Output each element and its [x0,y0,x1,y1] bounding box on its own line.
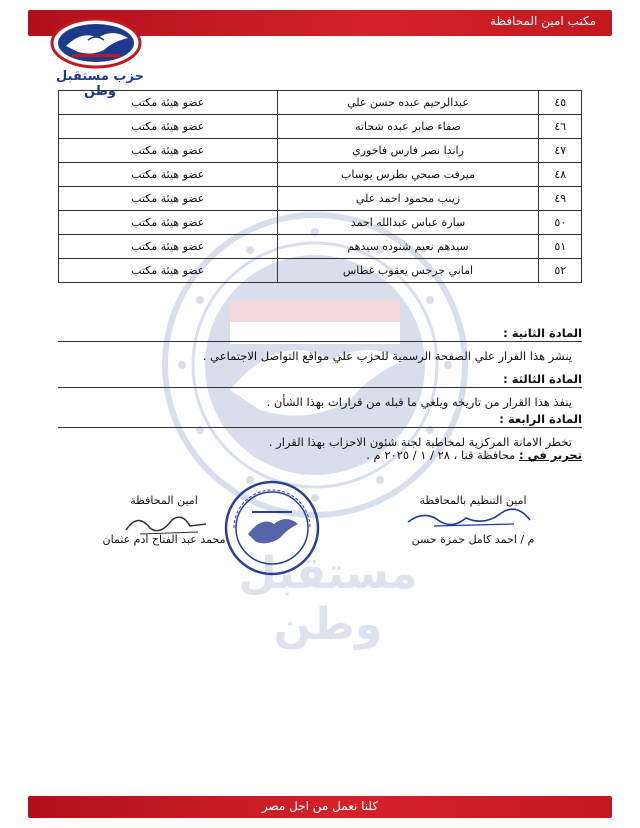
row-number: ٤٧ [539,139,582,163]
member-role: عضو هيئة مكتب [59,139,278,163]
member-name: اماني جرجس يعقوب غطاس [277,259,539,283]
article-body: ينفذ هذا القرار من تاريخه ويلغي ما قبله من قرارات بهذا الشأن . [266,395,572,409]
party-logo [48,16,144,70]
table-row [59,115,582,139]
handwritten-signature-left [120,510,210,538]
row-number: ٥١ [539,235,582,259]
member-role: عضو هيئة مكتب [59,91,278,115]
article-2 [58,326,582,363]
member-name: عبدالرحيم عبده حسن علي [277,91,539,115]
official-stamp [222,478,322,578]
article-title: المادة الرابعة : [58,412,582,428]
article-4 [58,412,582,449]
member-name: سارة عباس عبدالله احمد [277,211,539,235]
member-role: عضو هيئة مكتب [59,259,278,283]
article-title: المادة الثالثة : [58,372,582,388]
row-number: ٤٥ [539,91,582,115]
signature-name: محمد عبد الفتاح ادم عثمان [102,533,226,546]
row-number: ٥٢ [539,259,582,283]
signature-title: امين التنظيم بالمحافظة [419,494,527,507]
member-role: عضو هيئة مكتب [59,163,278,187]
table-row [59,163,582,187]
date-label: تحرير في : [518,448,582,462]
article-body: ينشر هذا القرار علي الصفحة الرسمية للحزب علي مواقع التواصل الاجتماعي . [202,349,572,363]
member-name: ميرفت صبحي بطرس يوساب [277,163,539,187]
footer-slogan: كلنا نعمل من اجل مصر [261,799,379,813]
date-line [58,448,582,462]
member-role: عضو هيئة مكتب [59,187,278,211]
member-name: سيدهم نعيم شنوده سيدهم [277,235,539,259]
member-role: عضو هيئة مكتب [59,115,278,139]
table-row [59,139,582,163]
row-number: ٤٨ [539,163,582,187]
signature-title: امين المحافظة [130,494,198,507]
watermark-text: مستقبل وطن [238,548,418,650]
table-row [59,91,582,115]
member-name: راندا نصر فارس فاخوري [277,139,539,163]
header-title: مكتب امين المحافظة [490,14,596,28]
members-table [58,90,582,283]
member-name: صفاء صابر عبده شحاته [277,115,539,139]
article-title: المادة الثانية : [58,326,582,342]
logo-caption: حزب مستقبل وطن [56,69,144,99]
table-row [59,259,582,283]
row-number: ٥٠ [539,211,582,235]
article-3 [58,372,582,409]
member-name: زينب محمود احمد علي [277,187,539,211]
member-role: عضو هيئة مكتب [59,235,278,259]
article-body: تخطر الامانة المركزية لمخاطبة لجنة شئون الاحزاب بهذا القرار . [268,435,572,449]
handwritten-signature-right [404,506,534,532]
member-role: عضو هيئة مكتب [59,211,278,235]
row-number: ٤٦ [539,115,582,139]
table-row [59,235,582,259]
row-number: ٤٩ [539,187,582,211]
table-row [59,187,582,211]
signature-name: م / احمد كامل حمزة حسن [411,533,535,546]
date-value: محافظة قنا ، ٢٨ / ١ / ٢٠٢٥ م . [366,448,516,462]
table-row [59,211,582,235]
